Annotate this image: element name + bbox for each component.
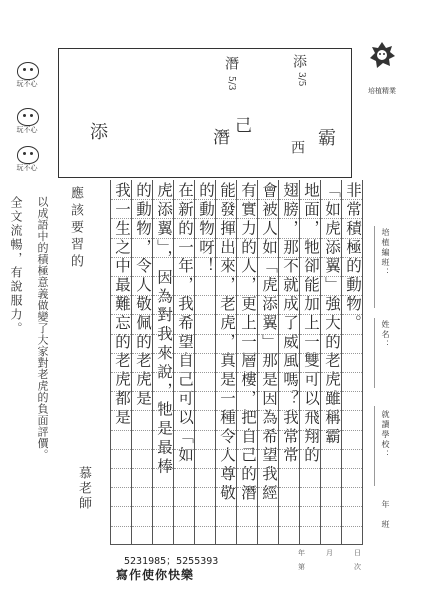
cell-separator bbox=[342, 238, 362, 239]
cell-separator bbox=[216, 314, 236, 315]
cell-separator bbox=[279, 218, 299, 219]
cell-separator bbox=[153, 410, 173, 411]
stamp bbox=[10, 146, 44, 174]
cell-separator bbox=[300, 372, 320, 373]
cell-separator bbox=[342, 487, 362, 488]
cell-separator bbox=[300, 238, 320, 239]
cell-separator bbox=[300, 526, 320, 527]
cell-separator bbox=[342, 314, 362, 315]
essay-line: 的動物，令人敬佩的老虎是 bbox=[134, 182, 152, 409]
comment-char: 添 bbox=[291, 54, 307, 68]
cell-separator bbox=[300, 430, 320, 431]
cell-separator bbox=[237, 257, 257, 258]
field-school-name-line bbox=[374, 406, 375, 486]
footer-slogan: 寫作使你快樂 bbox=[116, 568, 195, 582]
cell-separator bbox=[258, 238, 278, 239]
cell-separator bbox=[174, 372, 194, 373]
cell-separator bbox=[216, 487, 236, 488]
essay-line: 會被人如「虎添翼」那是因為希望我經 bbox=[260, 182, 278, 504]
cell-separator bbox=[279, 468, 299, 469]
essay-line: 的動物呀！ bbox=[197, 182, 215, 277]
grid-column bbox=[111, 180, 132, 544]
cell-separator bbox=[111, 506, 131, 507]
cell-separator bbox=[321, 526, 341, 527]
cell-separator bbox=[216, 199, 236, 200]
cell-separator bbox=[342, 526, 362, 527]
cell-separator bbox=[321, 257, 341, 258]
cell-separator bbox=[321, 353, 341, 354]
cell-separator bbox=[195, 353, 215, 354]
essay-line: 「如虎添翼」強大的老虎雖稱霸 bbox=[323, 182, 341, 447]
cell-separator bbox=[132, 487, 152, 488]
essay-line: 虎添翼」，因為對我來說，牠是最棒 bbox=[155, 182, 173, 477]
cell-separator bbox=[279, 314, 299, 315]
cell-separator bbox=[237, 276, 257, 277]
field-class-label: 年 班 bbox=[381, 500, 390, 530]
cell-separator bbox=[321, 449, 341, 450]
cell-separator bbox=[195, 314, 215, 315]
cell-separator bbox=[216, 468, 236, 469]
cell-separator bbox=[258, 468, 278, 469]
grid-column bbox=[132, 180, 153, 544]
comment-char: 西 bbox=[289, 140, 305, 154]
cell-separator bbox=[111, 314, 131, 315]
cell-separator bbox=[174, 257, 194, 258]
cell-separator bbox=[216, 410, 236, 411]
cell-separator bbox=[279, 238, 299, 239]
grid-column bbox=[174, 180, 195, 544]
cell-separator bbox=[216, 430, 236, 431]
footer-codes: 5231985；5255393 bbox=[124, 556, 219, 567]
teacher-signature: 慕老師 bbox=[76, 466, 91, 511]
cell-separator bbox=[195, 257, 215, 258]
cell-separator bbox=[300, 391, 320, 392]
cell-separator bbox=[174, 218, 194, 219]
stamp bbox=[10, 108, 44, 136]
date-year: 年 bbox=[298, 549, 305, 557]
cell-separator bbox=[132, 334, 152, 335]
cell-separator bbox=[342, 449, 362, 450]
cell-separator bbox=[174, 314, 194, 315]
cell-separator bbox=[195, 199, 215, 200]
cell-separator bbox=[132, 430, 152, 431]
cell-separator bbox=[111, 353, 131, 354]
cell-separator bbox=[153, 372, 173, 373]
cell-separator bbox=[279, 295, 299, 296]
cell-separator bbox=[132, 506, 152, 507]
cell-separator bbox=[111, 295, 131, 296]
cell-separator bbox=[111, 372, 131, 373]
cell-separator bbox=[195, 391, 215, 392]
essay-line: 非常積極的動物。 bbox=[344, 182, 362, 334]
cell-separator bbox=[174, 295, 194, 296]
cell-separator bbox=[174, 238, 194, 239]
comment-number: 5/3 bbox=[226, 76, 236, 91]
cell-separator bbox=[279, 449, 299, 450]
cell-separator bbox=[321, 334, 341, 335]
cell-separator bbox=[132, 257, 152, 258]
cell-separator bbox=[237, 295, 257, 296]
cell-separator bbox=[195, 487, 215, 488]
cell-separator bbox=[258, 506, 278, 507]
cell-separator bbox=[342, 295, 362, 296]
cell-separator bbox=[258, 353, 278, 354]
cell-separator bbox=[195, 468, 215, 469]
cell-separator bbox=[153, 199, 173, 200]
cell-separator bbox=[111, 334, 131, 335]
teacher-comment: 以成語中的積極意義做變了大家對老虎的負面評價。 bbox=[36, 196, 49, 461]
cell-separator bbox=[174, 410, 194, 411]
cell-separator bbox=[237, 410, 257, 411]
cell-separator bbox=[174, 353, 194, 354]
cell-separator bbox=[111, 430, 131, 431]
cell-separator bbox=[300, 410, 320, 411]
essay-line: 在新的一年，我希望自己可以「如 bbox=[176, 182, 194, 466]
cell-separator bbox=[132, 314, 152, 315]
cartoon-face-icon bbox=[17, 146, 39, 164]
cell-separator bbox=[174, 526, 194, 527]
cell-separator bbox=[321, 199, 341, 200]
cell-separator bbox=[237, 391, 257, 392]
cell-separator bbox=[153, 391, 173, 392]
cell-separator bbox=[195, 334, 215, 335]
cell-separator bbox=[342, 276, 362, 277]
cell-separator bbox=[237, 372, 257, 373]
cartoon-face-icon bbox=[17, 108, 39, 126]
grid-column bbox=[342, 180, 363, 544]
cell-separator bbox=[216, 449, 236, 450]
cell-separator bbox=[342, 353, 362, 354]
comment-char: 潛 bbox=[209, 128, 229, 145]
cell-separator bbox=[342, 199, 362, 200]
comment-char: 己 bbox=[231, 116, 251, 133]
cell-separator bbox=[279, 199, 299, 200]
comment-char: 添 bbox=[87, 122, 108, 140]
essay-line: 翅膀，那不就成了威風嗎？我常常 bbox=[281, 182, 299, 466]
comment-number: 3/5 bbox=[296, 72, 306, 87]
cell-separator bbox=[279, 430, 299, 431]
cell-separator bbox=[342, 506, 362, 507]
cell-separator bbox=[321, 487, 341, 488]
cell-separator bbox=[279, 391, 299, 392]
cell-separator bbox=[342, 218, 362, 219]
cell-separator bbox=[279, 334, 299, 335]
grid-column bbox=[237, 180, 258, 544]
cell-separator bbox=[132, 391, 152, 392]
cell-separator bbox=[216, 353, 236, 354]
cell-separator bbox=[300, 295, 320, 296]
cell-separator bbox=[174, 334, 194, 335]
cell-separator bbox=[258, 218, 278, 219]
cell-separator bbox=[279, 353, 299, 354]
cell-separator bbox=[132, 238, 152, 239]
cell-separator bbox=[258, 276, 278, 277]
cell-separator bbox=[237, 353, 257, 354]
essay-line: 能發揮出來，老虎，真是一種令人尊敬 bbox=[218, 182, 236, 504]
cell-separator bbox=[321, 314, 341, 315]
cell-separator bbox=[342, 257, 362, 258]
stamp-text: 玩不心 bbox=[16, 80, 38, 88]
cell-separator bbox=[132, 449, 152, 450]
date-times: 次 bbox=[354, 563, 361, 571]
comment-char: 霸 bbox=[315, 128, 336, 146]
cell-separator bbox=[174, 468, 194, 469]
cell-separator bbox=[153, 506, 173, 507]
cell-separator bbox=[111, 449, 131, 450]
cell-separator bbox=[258, 391, 278, 392]
cell-separator bbox=[153, 218, 173, 219]
cell-separator bbox=[195, 372, 215, 373]
cell-separator bbox=[174, 430, 194, 431]
stamp-text: 玩不心 bbox=[16, 164, 38, 172]
cell-separator bbox=[237, 506, 257, 507]
cell-separator bbox=[321, 391, 341, 392]
field-name-label: 姓名： bbox=[381, 320, 390, 350]
cell-separator bbox=[300, 487, 320, 488]
date-count: 第 bbox=[298, 563, 305, 571]
cell-separator bbox=[195, 526, 215, 527]
cell-separator bbox=[321, 410, 341, 411]
cell-separator bbox=[153, 487, 173, 488]
cell-separator bbox=[153, 526, 173, 527]
cell-separator bbox=[237, 468, 257, 469]
cell-separator bbox=[321, 468, 341, 469]
cell-separator bbox=[153, 334, 173, 335]
cell-separator bbox=[216, 372, 236, 373]
cell-separator bbox=[153, 295, 173, 296]
cell-separator bbox=[111, 218, 131, 219]
cell-separator bbox=[132, 199, 152, 200]
cell-separator bbox=[258, 257, 278, 258]
cell-separator bbox=[216, 295, 236, 296]
cell-separator bbox=[111, 257, 131, 258]
cell-separator bbox=[174, 506, 194, 507]
cell-separator bbox=[216, 276, 236, 277]
cell-separator bbox=[300, 257, 320, 258]
cell-separator bbox=[153, 430, 173, 431]
cell-separator bbox=[321, 430, 341, 431]
cell-separator bbox=[321, 218, 341, 219]
cell-separator bbox=[111, 276, 131, 277]
cell-separator bbox=[216, 391, 236, 392]
essay-line: 有實力的人，更上一層樓，把自己的潛 bbox=[239, 182, 257, 504]
cell-separator bbox=[321, 238, 341, 239]
cell-separator bbox=[321, 295, 341, 296]
cell-separator bbox=[342, 468, 362, 469]
cell-separator bbox=[258, 487, 278, 488]
cell-separator bbox=[195, 218, 215, 219]
cell-separator bbox=[258, 314, 278, 315]
grid-column bbox=[153, 180, 174, 544]
cell-separator bbox=[111, 391, 131, 392]
stamp bbox=[10, 62, 44, 90]
cell-separator bbox=[216, 334, 236, 335]
cell-separator bbox=[342, 334, 362, 335]
cell-separator bbox=[111, 199, 131, 200]
cell-separator bbox=[216, 218, 236, 219]
cell-separator bbox=[342, 372, 362, 373]
cell-separator bbox=[279, 257, 299, 258]
cell-separator bbox=[216, 257, 236, 258]
cell-separator bbox=[132, 295, 152, 296]
cell-separator bbox=[153, 449, 173, 450]
cell-separator bbox=[174, 391, 194, 392]
teacher-comment: 全文流暢，有說服力。 bbox=[9, 196, 23, 336]
grid-column bbox=[279, 180, 300, 544]
cell-separator bbox=[174, 487, 194, 488]
cell-separator bbox=[237, 487, 257, 488]
cell-separator bbox=[153, 314, 173, 315]
cell-separator bbox=[279, 526, 299, 527]
field-name-line bbox=[374, 318, 375, 388]
cell-separator bbox=[132, 526, 152, 527]
cell-separator bbox=[237, 238, 257, 239]
teacher-comment: 應該要習的 bbox=[68, 186, 83, 271]
cell-separator bbox=[132, 353, 152, 354]
cell-separator bbox=[300, 314, 320, 315]
grid-column bbox=[300, 180, 321, 544]
cell-separator bbox=[258, 334, 278, 335]
grid-column bbox=[258, 180, 279, 544]
cell-separator bbox=[153, 238, 173, 239]
cell-separator bbox=[195, 506, 215, 507]
cell-separator bbox=[321, 276, 341, 277]
cell-separator bbox=[174, 199, 194, 200]
cartoon-face-icon bbox=[17, 62, 39, 80]
cell-separator bbox=[237, 526, 257, 527]
cell-separator bbox=[216, 526, 236, 527]
field-school-line bbox=[374, 226, 375, 308]
cell-separator bbox=[153, 353, 173, 354]
cell-separator bbox=[300, 218, 320, 219]
cell-separator bbox=[258, 449, 278, 450]
cell-separator bbox=[279, 372, 299, 373]
cell-separator bbox=[279, 410, 299, 411]
cell-separator bbox=[321, 372, 341, 373]
essay-line: 地面，牠卻能加上一雙可以飛翔的 bbox=[302, 182, 320, 466]
cell-separator bbox=[195, 449, 215, 450]
cell-separator bbox=[216, 238, 236, 239]
cell-separator bbox=[111, 410, 131, 411]
grid-column bbox=[195, 180, 216, 544]
cell-separator bbox=[132, 276, 152, 277]
cell-separator bbox=[237, 334, 257, 335]
cell-separator bbox=[300, 449, 320, 450]
cell-separator bbox=[237, 430, 257, 431]
cell-separator bbox=[237, 199, 257, 200]
cell-separator bbox=[174, 449, 194, 450]
cell-separator bbox=[300, 334, 320, 335]
cell-separator bbox=[300, 199, 320, 200]
cell-separator bbox=[279, 487, 299, 488]
cell-separator bbox=[258, 199, 278, 200]
date-month: 月 bbox=[326, 549, 333, 557]
cell-separator bbox=[258, 430, 278, 431]
cell-separator bbox=[300, 353, 320, 354]
comment-char: 潛 bbox=[223, 56, 239, 70]
cell-separator bbox=[132, 218, 152, 219]
cell-separator bbox=[195, 238, 215, 239]
logo-text: 培植精業 bbox=[368, 87, 396, 95]
cell-separator bbox=[174, 276, 194, 277]
grid-column bbox=[216, 180, 237, 544]
cell-separator bbox=[111, 526, 131, 527]
stamp-text: 玩不心 bbox=[16, 126, 38, 134]
cell-separator bbox=[258, 295, 278, 296]
cell-separator bbox=[132, 410, 152, 411]
cell-separator bbox=[300, 276, 320, 277]
logo-mark bbox=[368, 40, 396, 72]
cell-separator bbox=[153, 468, 173, 469]
cell-separator bbox=[237, 449, 257, 450]
cell-separator bbox=[153, 257, 173, 258]
cell-separator bbox=[300, 506, 320, 507]
cell-separator bbox=[132, 372, 152, 373]
cell-separator bbox=[111, 487, 131, 488]
cell-separator bbox=[342, 410, 362, 411]
cell-separator bbox=[195, 430, 215, 431]
cell-separator bbox=[153, 276, 173, 277]
cell-separator bbox=[111, 468, 131, 469]
cell-separator bbox=[111, 238, 131, 239]
cell-separator bbox=[195, 410, 215, 411]
cell-separator bbox=[321, 506, 341, 507]
cell-separator bbox=[279, 506, 299, 507]
field-school-name-label: 就讀學校： bbox=[381, 410, 390, 460]
cell-separator bbox=[258, 410, 278, 411]
cell-separator bbox=[216, 506, 236, 507]
cell-separator bbox=[237, 314, 257, 315]
writing-grid bbox=[110, 180, 363, 545]
grid-column bbox=[321, 180, 342, 544]
cell-separator bbox=[195, 276, 215, 277]
cell-separator bbox=[300, 468, 320, 469]
cell-separator bbox=[132, 468, 152, 469]
essay-line: 我一生之中最難忘的老虎都是 bbox=[113, 182, 131, 428]
cell-separator bbox=[258, 526, 278, 527]
cell-separator bbox=[195, 295, 215, 296]
cell-separator bbox=[237, 218, 257, 219]
cell-separator bbox=[342, 391, 362, 392]
date-day: 日 bbox=[354, 549, 361, 557]
comment-box bbox=[58, 48, 352, 178]
field-school-label: 培植編班： bbox=[381, 228, 390, 278]
cell-separator bbox=[342, 430, 362, 431]
cell-separator bbox=[258, 372, 278, 373]
cell-separator bbox=[279, 276, 299, 277]
